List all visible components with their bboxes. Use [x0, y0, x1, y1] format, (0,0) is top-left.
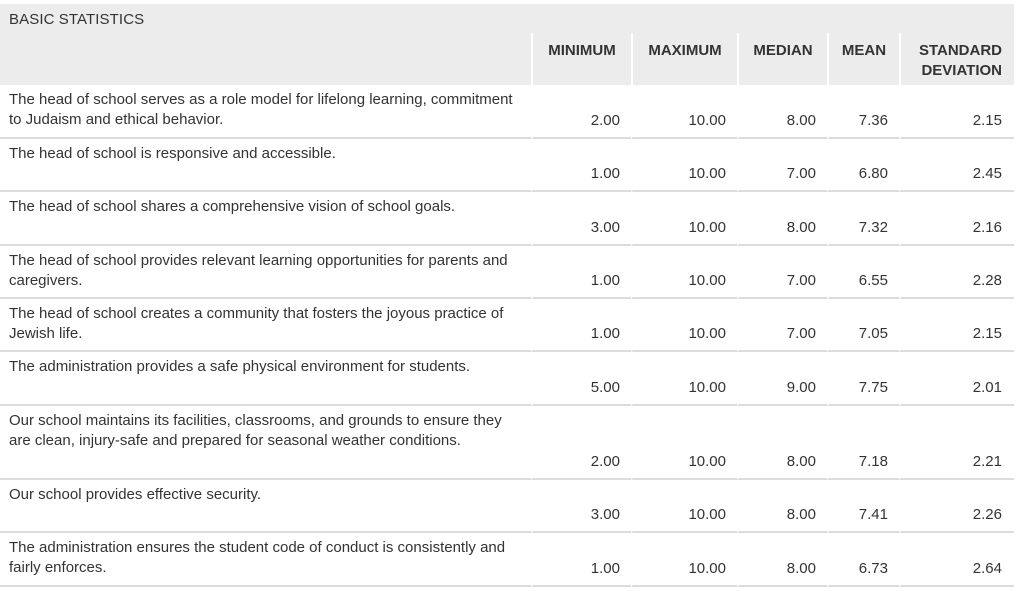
cell-median: 9.00 [737, 352, 827, 406]
cell-maximum: 10.00 [631, 533, 737, 587]
cell-maximum: 10.00 [631, 192, 737, 246]
cell-median: 8.00 [737, 406, 827, 480]
cell-maximum: 10.00 [631, 406, 737, 480]
cell-standard-deviation: 2.26 [899, 480, 1014, 533]
cell-minimum: 1.00 [531, 246, 631, 299]
cell-minimum: 1.00 [531, 533, 631, 587]
cell-minimum: 1.00 [531, 299, 631, 352]
cell-minimum: 3.00 [531, 480, 631, 533]
cell-minimum: 3.00 [531, 192, 631, 246]
question-text: Our school maintains its facilities, classrooms, and grounds to ensure they are clean, injury-safe and prepared for seasonal weather conditions. [0, 406, 531, 480]
table-row [0, 299, 1014, 352]
question-text: Our school provides effective security. [0, 480, 531, 533]
table-row [0, 533, 1014, 587]
cell-standard-deviation: 2.45 [899, 139, 1014, 192]
column-header-median: MEDIAN [737, 33, 827, 85]
cell-median: 8.00 [737, 533, 827, 587]
cell-mean: 6.55 [827, 246, 899, 299]
cell-minimum: 2.00 [531, 85, 631, 139]
cell-median: 8.00 [737, 85, 827, 139]
cell-standard-deviation: 2.15 [899, 299, 1014, 352]
column-header-mean: MEAN [827, 33, 899, 85]
table-row [0, 246, 1014, 299]
cell-mean: 6.73 [827, 533, 899, 587]
column-header-minimum: MINIMUM [531, 33, 631, 85]
cell-mean: 7.32 [827, 192, 899, 246]
header-row [0, 33, 1014, 85]
column-header-standard-deviation [899, 33, 1014, 85]
table-row [0, 85, 1014, 139]
cell-median: 7.00 [737, 139, 827, 192]
cell-mean: 7.05 [827, 299, 899, 352]
cell-standard-deviation: 2.21 [899, 406, 1014, 480]
cell-mean: 7.41 [827, 480, 899, 533]
table-row [0, 352, 1014, 406]
cell-minimum: 5.00 [531, 352, 631, 406]
cell-maximum: 10.00 [631, 246, 737, 299]
table-row [0, 192, 1014, 246]
section-title: BASIC STATISTICS [0, 4, 1014, 33]
cell-mean: 7.36 [827, 85, 899, 139]
table-row [0, 139, 1014, 192]
table-header [0, 33, 1014, 85]
question-text: The head of school shares a comprehensive vision of school goals. [0, 192, 531, 246]
cell-mean: 7.18 [827, 406, 899, 480]
question-column-header [0, 33, 531, 85]
table-body [0, 85, 1014, 587]
cell-median: 8.00 [737, 192, 827, 246]
cell-standard-deviation: 2.15 [899, 85, 1014, 139]
statistics-table [0, 33, 1014, 587]
table-row [0, 406, 1014, 480]
table-row [0, 480, 1014, 533]
cell-mean: 6.80 [827, 139, 899, 192]
question-text: The head of school provides relevant learning opportunities for parents and caregivers. [0, 246, 531, 299]
cell-standard-deviation: 2.64 [899, 533, 1014, 587]
sd-header-line-2: DEVIATION [921, 62, 1002, 79]
question-text: The administration provides a safe physical environment for students. [0, 352, 531, 406]
cell-standard-deviation: 2.16 [899, 192, 1014, 246]
column-header-maximum: MAXIMUM [631, 33, 737, 85]
cell-maximum: 10.00 [631, 139, 737, 192]
cell-median: 8.00 [737, 480, 827, 533]
cell-standard-deviation: 2.28 [899, 246, 1014, 299]
cell-median: 7.00 [737, 246, 827, 299]
question-text: The head of school serves as a role model for lifelong learning, commitment to Judaism and ethical behavior. [0, 85, 531, 139]
cell-maximum: 10.00 [631, 299, 737, 352]
cell-minimum: 2.00 [531, 406, 631, 480]
cell-maximum: 10.00 [631, 480, 737, 533]
cell-standard-deviation: 2.01 [899, 352, 1014, 406]
cell-median: 7.00 [737, 299, 827, 352]
question-text: The head of school is responsive and accessible. [0, 139, 531, 192]
cell-minimum: 1.00 [531, 139, 631, 192]
question-text: The administration ensures the student code of conduct is consistently and fairly enforces. [0, 533, 531, 587]
cell-mean: 7.75 [827, 352, 899, 406]
cell-maximum: 10.00 [631, 352, 737, 406]
sd-header-line-1: STANDARD [918, 42, 1002, 59]
cell-maximum: 10.00 [631, 85, 737, 139]
question-text: The head of school creates a community that fosters the joyous practice of Jewish life. [0, 299, 531, 352]
